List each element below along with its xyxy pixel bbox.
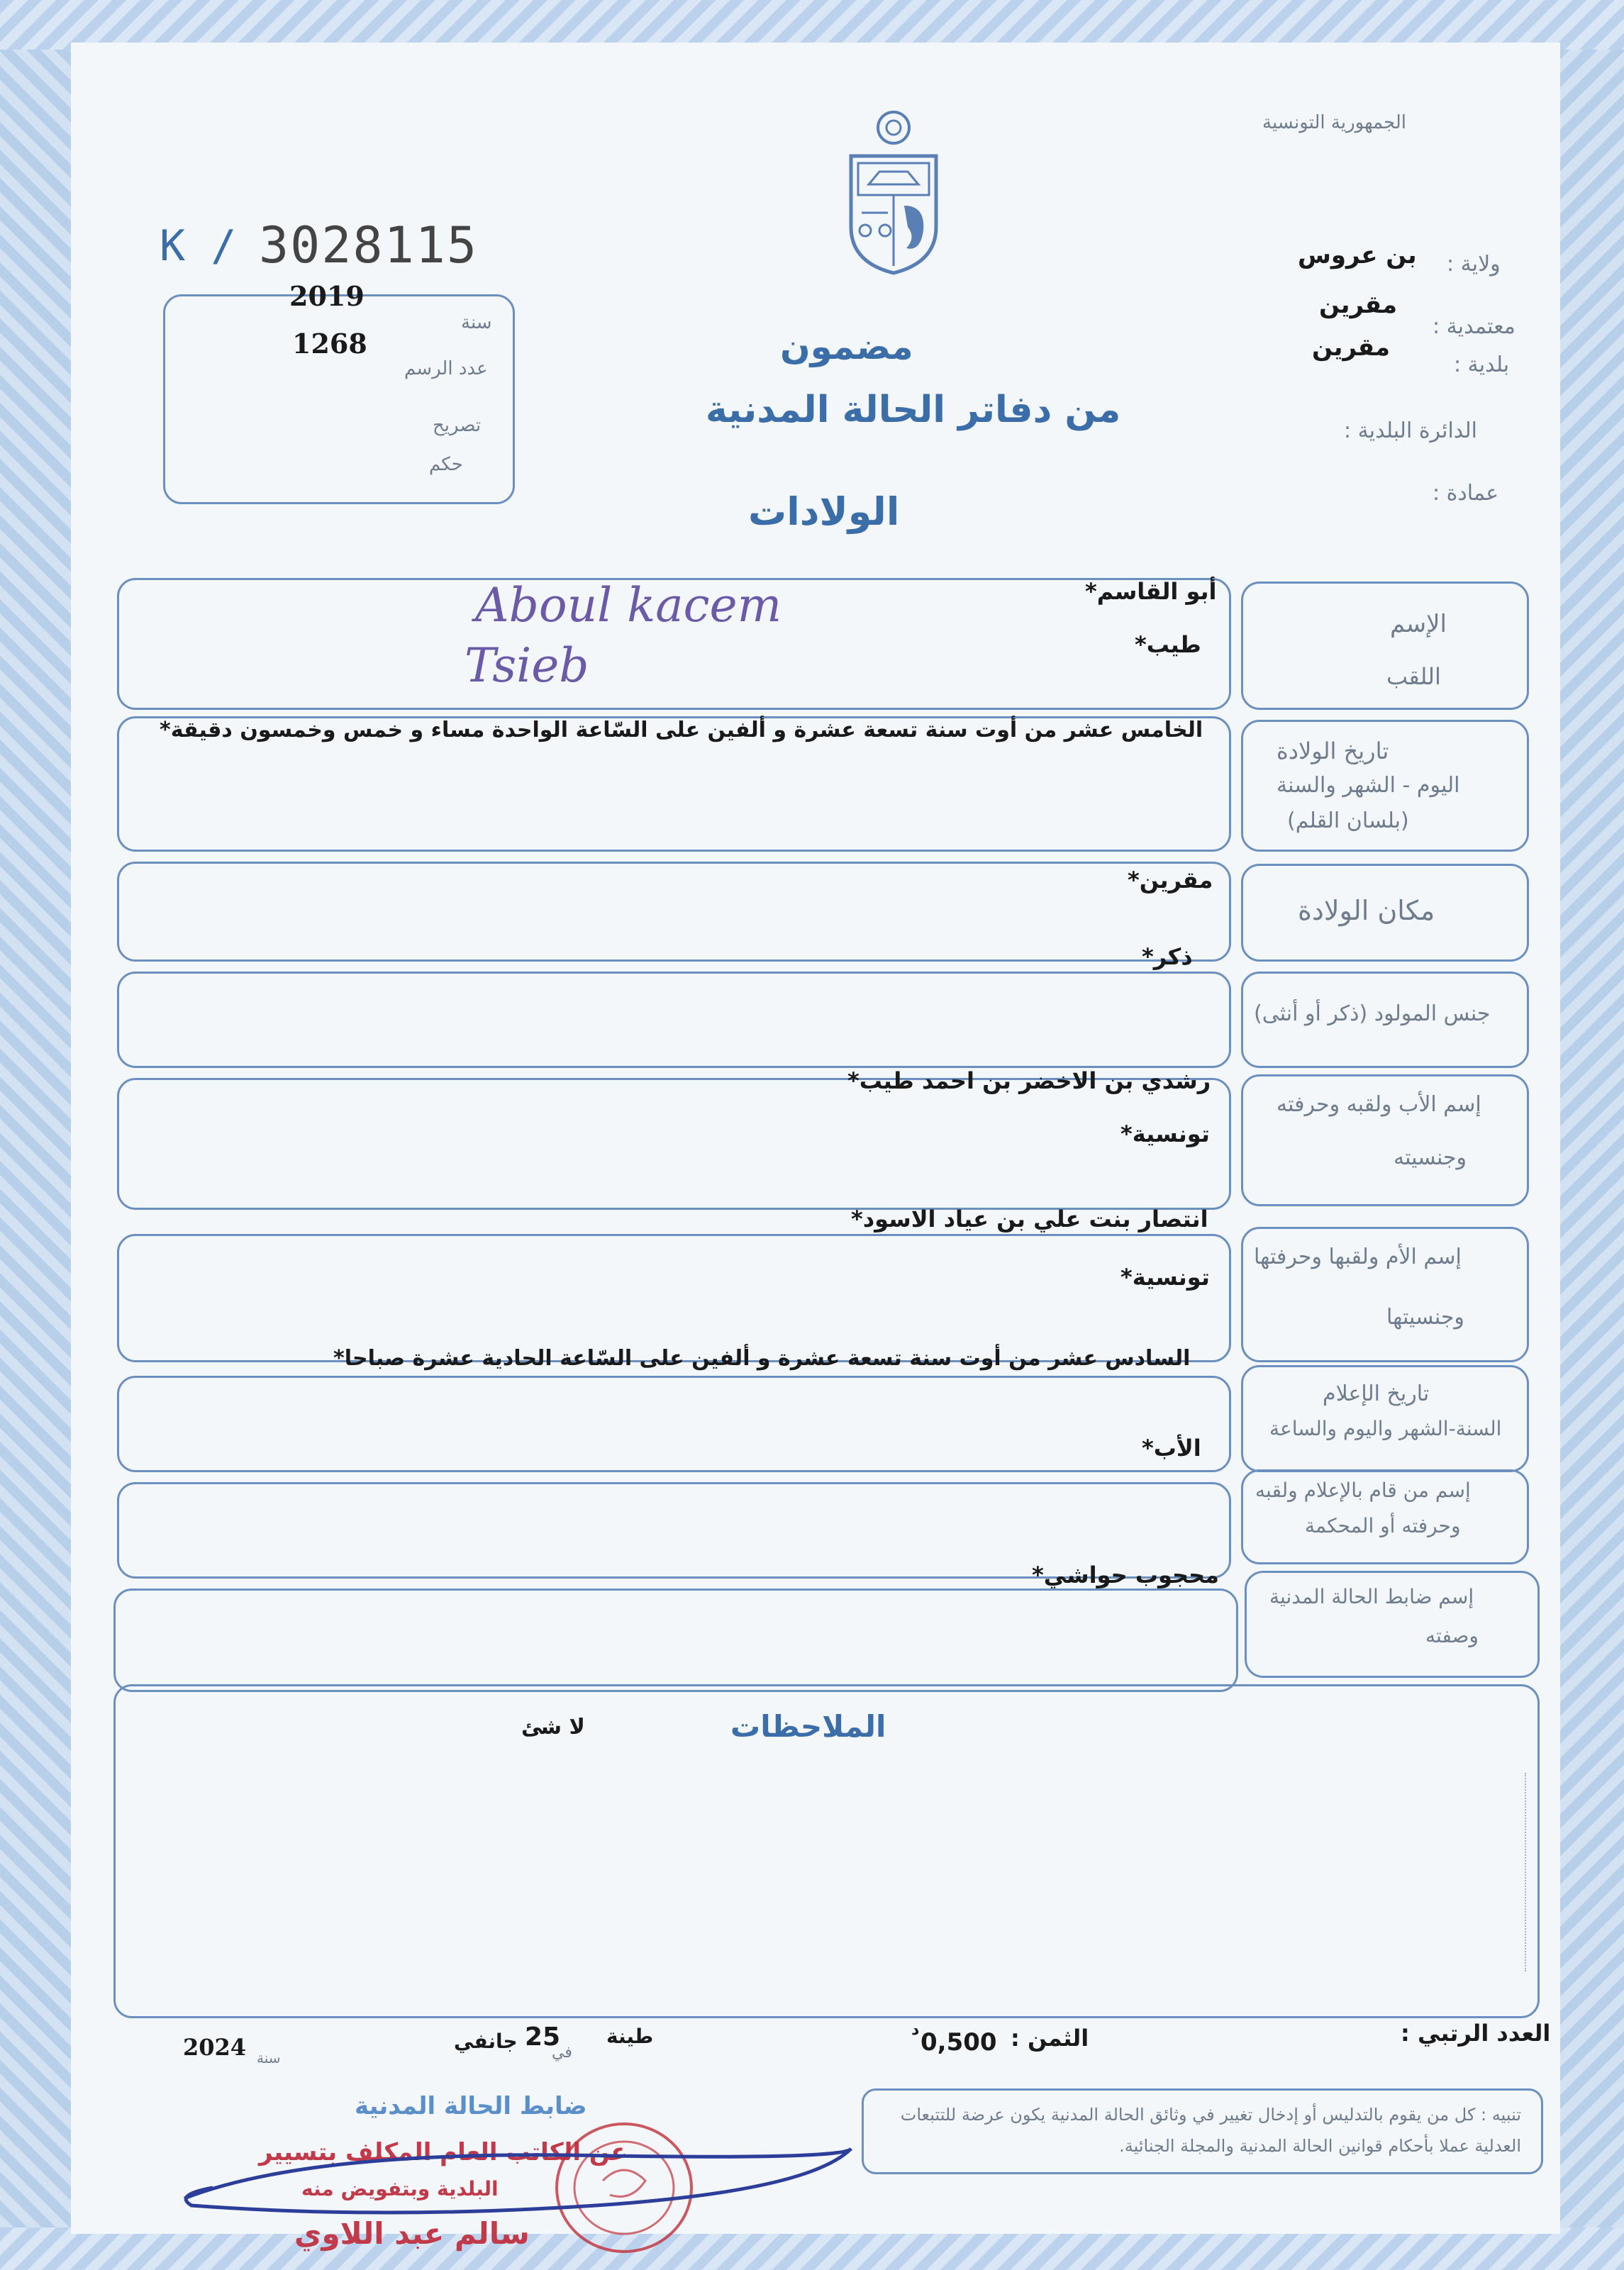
footer-place: طينة — [606, 2025, 654, 2048]
serial-prefix: K / — [160, 221, 237, 271]
registry-number-value: 1268 — [292, 328, 367, 360]
row-name-label-2: اللقب — [1386, 663, 1441, 690]
title-line1: مضمون — [780, 326, 913, 367]
row-father-value-nationality: تونسية* — [1120, 1120, 1210, 1147]
row-declaration-date-label-2: السنة-الشهر واليوم والساعة — [1269, 1417, 1502, 1440]
wilaya-value: بن عروس — [1298, 241, 1417, 269]
serial-number: 3028115 — [259, 216, 479, 274]
title-line2: من دفاتر الحالة المدنية — [706, 389, 1121, 431]
footer-date-prefix: في — [552, 2044, 572, 2062]
registry-number-label: عدد الرسم — [404, 358, 488, 379]
row-mother-value-name: انتصار بنت علي بن عياد الاسود* — [851, 1206, 1208, 1233]
imada-label: عمادة : — [1433, 481, 1499, 506]
delegation-label: معتمدية : — [1433, 314, 1515, 339]
row-declaration-date-value: السادس عشر من أوت سنة تسعة عشرة و ألفين على السّاعة الحادية عشرة صباحا* — [333, 1346, 1191, 1371]
wilaya-label: ولاية : — [1447, 252, 1501, 277]
row-declaration-date-value-box — [117, 1376, 1231, 1472]
footer-date-day: 25 — [525, 2023, 561, 2052]
coat-of-arms-icon — [837, 106, 950, 277]
remarks-value: لا شئ — [521, 1715, 585, 1740]
registry-year-value: 2019 — [289, 280, 365, 312]
row-name-label-box — [1241, 582, 1529, 710]
row-sex-value: ذكر* — [1142, 943, 1193, 970]
row-birthdate-label-2: اليوم - الشهر والسنة — [1277, 773, 1460, 798]
row-mother-label-2: وجنسيتها — [1386, 1305, 1464, 1330]
registry-declaration-label: تصريح — [433, 415, 482, 436]
row-officer-label-2: وصفته — [1425, 1624, 1479, 1647]
row-officer-label-1: إسم ضابط الحالة المدنية — [1269, 1585, 1474, 1608]
row-sex-value-box — [117, 972, 1231, 1068]
row-father-value-name: رشدي بن الاخضر بن احمد طيب* — [847, 1067, 1211, 1094]
section-title: الولادات — [748, 489, 900, 534]
row-mother-label-1: إسم الأم ولقبها وحرفتها — [1254, 1245, 1462, 1269]
registry-judgment-label: حكم — [429, 454, 463, 475]
row-officer-value-box — [113, 1589, 1238, 1692]
row-name-label-1: الإسم — [1390, 610, 1447, 638]
republic-label: الجمهورية التونسية — [1262, 112, 1407, 133]
decorative-border-left — [0, 0, 78, 2270]
officer-title: ضابط الحالة المدنية — [355, 2092, 587, 2120]
row-mother-value-box — [117, 1234, 1231, 1362]
row-father-label-2: وجنسيته — [1394, 1145, 1467, 1170]
row-declarant-label-1: إسم من قام بالإعلام ولقبه — [1255, 1479, 1471, 1502]
municipality-value: مقرين — [1312, 333, 1391, 362]
footer-year-label: سنة — [257, 2049, 281, 2066]
officer-name: سالم عبد اللاوي — [294, 2216, 530, 2251]
signature-scribble-icon — [170, 2120, 865, 2234]
decorative-border-right — [1557, 0, 1624, 2270]
decorative-border-bottom — [0, 2227, 1624, 2270]
officer-line2: عن الكاتب العام المكلف بتسيير — [259, 2138, 628, 2166]
row-sex-label: جنس المولود (ذكر أو أنثى) — [1254, 1001, 1491, 1026]
registry-year-label: سنة — [461, 312, 492, 333]
district-label: الدائرة البلدية : — [1344, 418, 1477, 443]
footer-price-value: 0,500 — [921, 2028, 997, 2057]
row-birthplace-value-box — [117, 862, 1231, 962]
footer-price-label: الثمن : — [1011, 2025, 1089, 2052]
row-birthplace-value: مقرين* — [1128, 867, 1213, 894]
footer-price-currency: د — [911, 2021, 920, 2039]
footer-date-month: جانفي — [454, 2030, 518, 2053]
row-mother-value-nationality: تونسية* — [1120, 1264, 1210, 1291]
municipality-label: بلدية : — [1454, 352, 1510, 377]
row-declarant-value: الأب* — [1142, 1435, 1201, 1462]
row-declaration-date-label-1: تاريخ الإعلام — [1323, 1381, 1430, 1406]
row-officer-value: محجوب حواشي* — [1032, 1562, 1219, 1589]
row-birthplace-label: مكان الولادة — [1298, 895, 1435, 926]
handwritten-last-name: Tsieb — [465, 638, 589, 693]
row-name-value-2: طيب* — [1135, 631, 1201, 658]
row-father-value-box — [117, 1078, 1231, 1210]
printer-side-mark — [1525, 1773, 1547, 1971]
officer-line3: البلدية وبتفويض منه — [301, 2177, 499, 2201]
row-declarant-label-2: وحرفته أو المحكمة — [1305, 1514, 1461, 1537]
row-birthdate-label-1: تاريخ الولادة — [1277, 738, 1389, 764]
handwritten-first-name: Aboul kacem — [475, 578, 782, 633]
warning-text: تنبيه : كل من يقوم بالتدليس أو إدخال تغيير في وثائق الحالة المدنية يكون عرضة للتتبعات العدلية عملا بأحكام قوانين الحالة المدنية والمجلة الجنائية. — [900, 2105, 1521, 2156]
footer-serial-label: العدد الرتبي : — [1401, 2020, 1551, 2047]
delegation-value: مقرين — [1319, 291, 1398, 319]
row-birthdate-value: الخامس عشر من أوت سنة تسعة عشرة و ألفين على السّاعة الواحدة مساء و خمس وخمسون دقيقة* — [160, 718, 1203, 742]
footer-year-value: 2024 — [183, 2034, 247, 2061]
remarks-label: الملاحظات — [730, 1709, 886, 1744]
row-name-value-1: أبو القاسم* — [1085, 578, 1217, 605]
row-birthdate-label-3: (بلسان القلم) — [1287, 808, 1409, 833]
row-father-label-1: إسم الأب ولقبه وحرفته — [1277, 1092, 1481, 1117]
